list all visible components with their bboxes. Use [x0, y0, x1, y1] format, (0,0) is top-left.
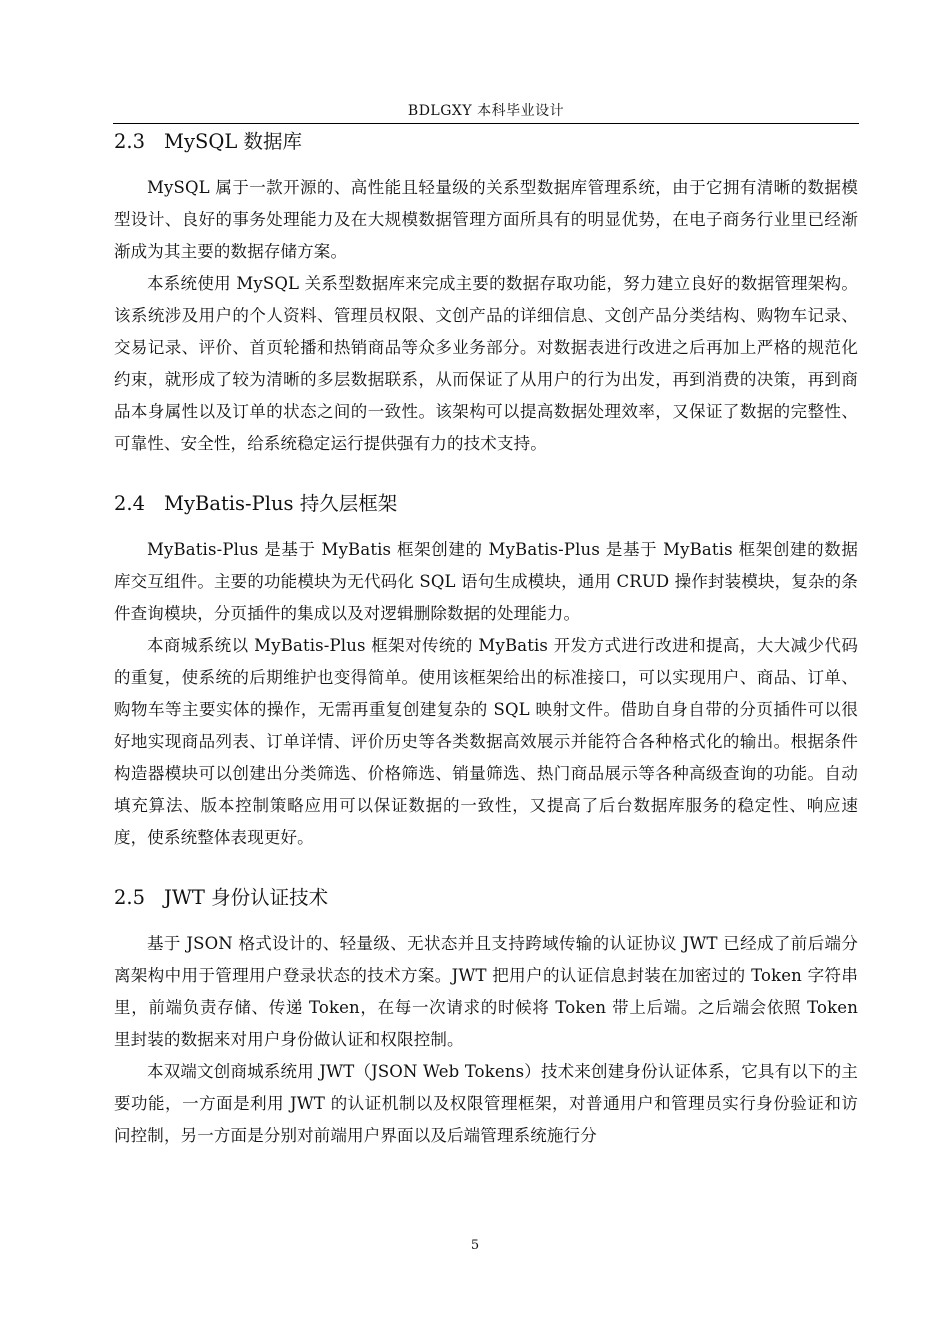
- section-title: JWT 身份认证技术: [164, 886, 329, 909]
- paragraph: MySQL 属于一款开源的、高性能且轻量级的关系型数据库管理系统，由于它拥有清晰的数据模型设计、良好的事务处理能力及在大规模数据管理方面所具有的明显优势，在电子商务行业里已经渐渐成为其主要的数据存储方案。: [114, 178, 858, 261]
- section-title: MyBatis-Plus 持久层框架: [164, 492, 398, 515]
- section-number: 2.4: [114, 492, 146, 515]
- paragraph: 基于 JSON 格式设计的、轻量级、无状态并且支持跨域传输的认证协议 JWT 已经成了前后端分离架构中用于管理用户登录状态的技术方案。JWT 把用户的认证信息封装在加密过的 Token 字符串里，前端负责存储、传递 Token，在每一次请求的时候将 Token 带上后端。之后端会依照 Token 里封装的数据来对用户身份做认证和权限控制。: [114, 934, 858, 1049]
- section-heading-2-3: [114, 126, 858, 158]
- spacer: [114, 854, 858, 882]
- paragraph: MyBatis-Plus 是基于 MyBatis 框架创建的 MyBatis-Plus 是基于 MyBatis 框架创建的数据库交互组件。主要的功能模块为无代码化 SQL 语句生成模块，通用 CRUD 操作封装模块，复杂的条件查询模块，分页插件的集成以及对逻辑删除数据的处理能力。: [114, 540, 858, 623]
- section-title: MySQL 数据库: [164, 130, 302, 153]
- spacer: [114, 520, 858, 534]
- page-number: 5: [470, 1238, 480, 1253]
- spacer: [114, 158, 858, 172]
- section-heading-2-4: [114, 488, 858, 520]
- section-number: 2.5: [114, 886, 146, 909]
- spacer: [114, 460, 858, 488]
- paragraph: 本双端文创商城系统用 JWT（JSON Web Tokens）技术来创建身份认证体系，它具有以下的主要功能，一方面是利用 JWT 的认证机制以及权限管理框架，对普通用户和管理员实行身份验证和访问控制，另一方面是分别对前端用户界面以及后端管理系统施行分: [114, 1062, 858, 1145]
- spacer: [114, 914, 858, 928]
- page-header: BDLGXY 本科毕业设计: [113, 101, 859, 124]
- paragraph: 本商城系统以 MyBatis-Plus 框架对传统的 MyBatis 开发方式进行改进和提高，大大减少代码的重复，使系统的后期维护也变得简单。使用该框架给出的标准接口，可以实现用户、商品、订单、购物车等主要实体的操作，无需再重复创建复杂的 SQL 映射文件。借助自身自带的分页插件可以很好地实现商品列表、订单详情、评价历史等各类数据高效展示并能符合各种格式化的输出。根据条件构造器模块可以创建出分类筛选、价格筛选、销量筛选、热门商品展示等各种高级查询的功能。自动填充算法、版本控制策略应用可以保证数据的一致性，又提高了后台数据库服务的稳定性、响应速度，使系统整体表现更好。: [114, 636, 858, 847]
- section-heading-2-5: [114, 882, 858, 914]
- paragraph: 本系统使用 MySQL 关系型数据库来完成主要的数据存取功能，努力建立良好的数据管理架构。该系统涉及用户的个人资料、管理员权限、文创产品的详细信息、文创产品分类结构、购物车记录、交易记录、评价、首页轮播和热销商品等众多业务部分。对数据表进行改进之后再加上严格的规范化约束，就形成了较为清晰的多层数据联系，从而保证了从用户的行为出发，再到消费的决策，再到商品本身属性以及订单的状态之间的一致性。该架构可以提高数据处理效率，又保证了数据的完整性、可靠性、安全性，给系统稳定运行提供强有力的技术支持。: [114, 274, 858, 453]
- section-number: 2.3: [114, 130, 146, 153]
- document-body: [114, 126, 858, 1152]
